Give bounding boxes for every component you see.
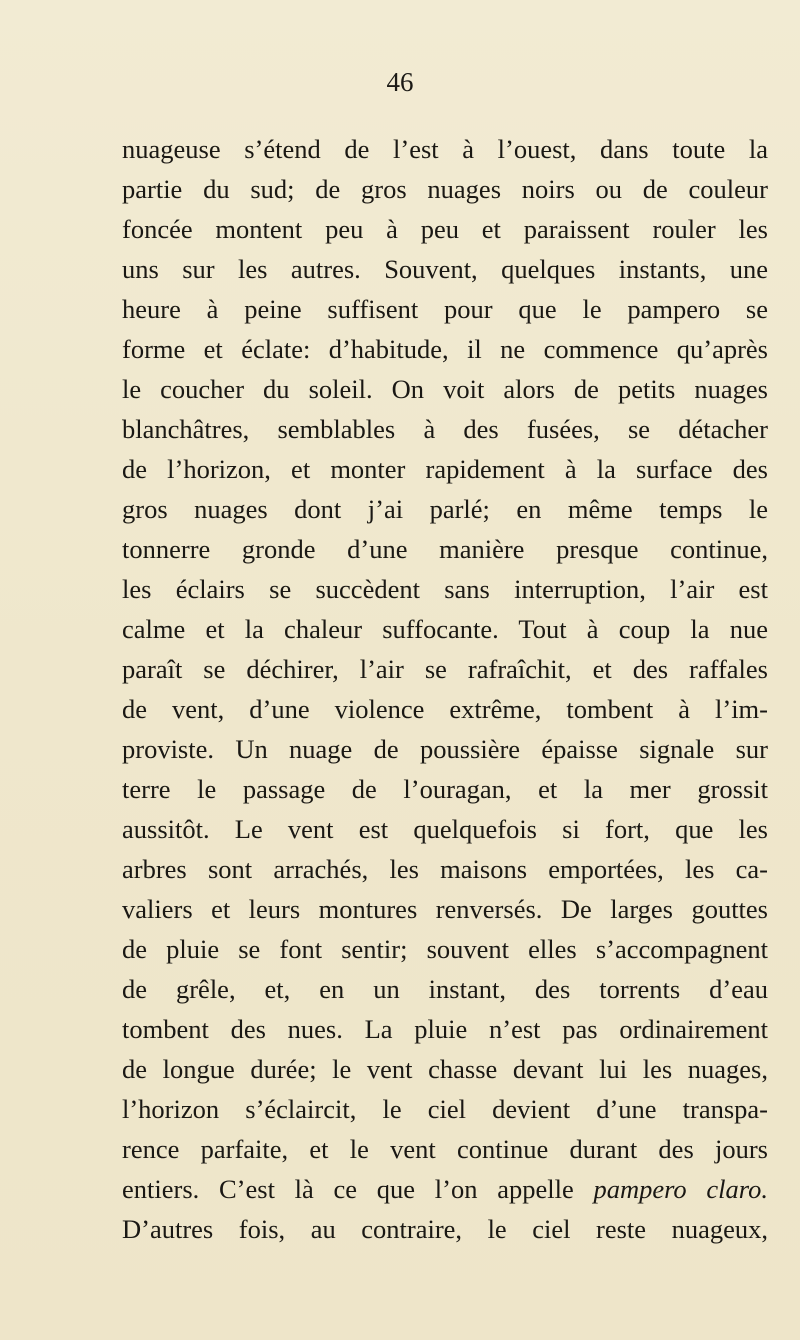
text-line: tonnerre gronde d’une manière presque continue, (122, 534, 768, 564)
text-line-with-italic (122, 1169, 768, 1209)
text-line: paraît se déchirer, l’air se rafraîchit, et des raffales (122, 654, 768, 684)
text-line: forme et éclate: d’habitude, il ne commence qu’après (122, 334, 768, 364)
text-line: les éclairs se succèdent sans interruption, l’air est (122, 574, 768, 604)
text-line: terre le passage de l’ouragan, et la mer grossit (122, 774, 768, 804)
text-line: rence parfaite, et le vent continue durant des jours (122, 1134, 768, 1164)
text-line: blanchâtres, semblables à des fusées, se détacher (122, 414, 768, 444)
text-line: heure à peine suffisent pour que le pampero se (122, 294, 768, 324)
text-line: arbres sont arrachés, les maisons emportées, les ca- (122, 854, 768, 884)
text-segment: entiers. C’est là ce que l’on appelle (122, 1174, 594, 1204)
text-line: de vent, d’une violence extrême, tombent à l’im- (122, 694, 768, 724)
text-line: de grêle, et, en un instant, des torrents d’eau (122, 974, 768, 1004)
text-line: aussitôt. Le vent est quelquefois si fort, que les (122, 814, 768, 844)
text-line: proviste. Un nuage de poussière épaisse signale sur (122, 734, 768, 764)
text-line: calme et la chaleur suffocante. Tout à coup la nue (122, 614, 768, 644)
text-line: de l’horizon, et monter rapidement à la surface des (122, 454, 768, 484)
text-line: de pluie se font sentir; souvent elles s’accompagnent (122, 934, 768, 964)
text-line: foncée montent peu à peu et paraissent rouler les (122, 214, 768, 244)
text-line: gros nuages dont j’ai parlé; en même temps le (122, 494, 768, 524)
text-line: nuageuse s’étend de l’est à l’ouest, dans toute la (122, 134, 768, 164)
text-line: valiers et leurs montures renversés. De larges gouttes (122, 894, 768, 924)
page-number: 46 (386, 67, 414, 97)
text-line: partie du sud; de gros nuages noirs ou de couleur (122, 174, 768, 204)
text-line: de longue durée; le vent chasse devant lui les nuages, (122, 1054, 768, 1084)
italic-term: pampero claro. (593, 1174, 768, 1204)
body-text (122, 129, 768, 1249)
text-line: tombent des nues. La pluie n’est pas ordinairement (122, 1014, 768, 1044)
text-line: l’horizon s’éclaircit, le ciel devient d’une transpa- (122, 1094, 768, 1124)
text-line: D’autres fois, au contraire, le ciel reste nuageux, (122, 1214, 768, 1244)
text-line: uns sur les autres. Souvent, quelques instants, une (122, 254, 768, 284)
text-line: le coucher du soleil. On voit alors de petits nuages (122, 374, 768, 404)
